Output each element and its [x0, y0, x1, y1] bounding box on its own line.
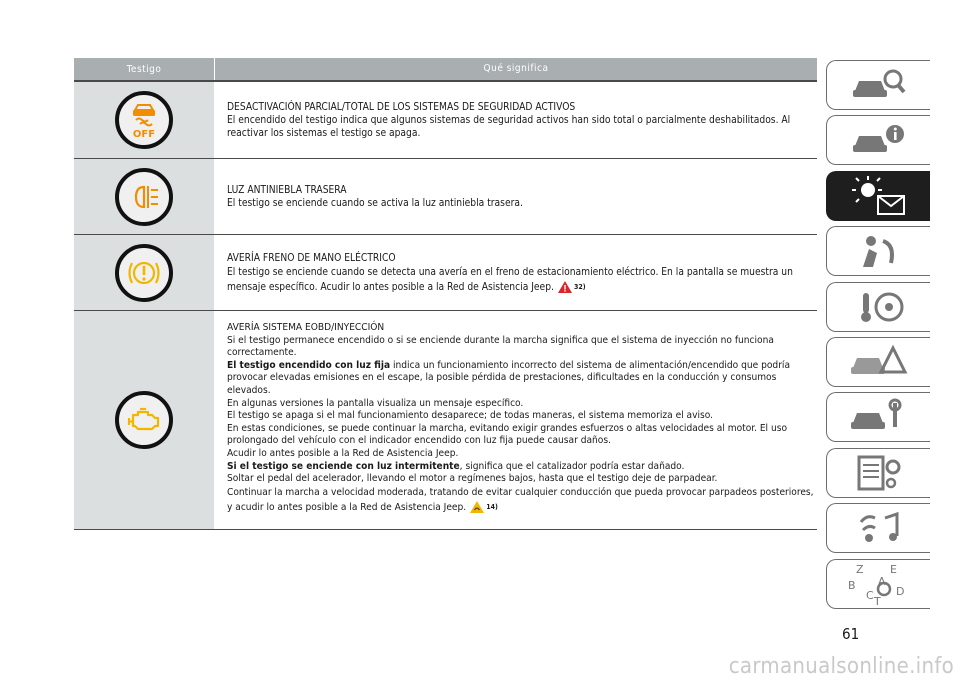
car-warning-triangle-icon — [849, 342, 909, 382]
row-paragraph: El testigo se apaga si el mal funcionamiento desaparece; de todas maneras, el sistema memoriza el aviso. — [227, 410, 714, 422]
tab-technical-data[interactable] — [826, 448, 930, 498]
bold-phrase: Si el testigo se enciende con luz intermitente — [227, 460, 460, 472]
electric-parking-brake-fault-icon — [115, 244, 173, 302]
tab-multimedia[interactable] — [826, 503, 930, 553]
engine-check-icon — [115, 391, 173, 449]
svg-text:E: E — [889, 562, 897, 576]
row-body-text: El testigo se enciende cuando se detecta una avería en el freno de estacionamiento eléctrico. En la pantalla se muestra un mensaje específico. Acudir lo antes posible a la Red de Asistencia Jeep. — [227, 267, 793, 293]
header-testigo: Testigo — [126, 63, 162, 75]
text-cell — [214, 82, 817, 158]
chapter-tabs — [826, 60, 930, 614]
table-row — [74, 235, 817, 311]
row-paragraph-text: , significa que el catalizador podría estar dañado. — [459, 460, 685, 472]
car-wrench-icon — [849, 397, 909, 437]
warning-triangle-icon — [470, 501, 484, 513]
row-body: El encendido del testigo indica que algunos sistemas de seguridad activos han sido total o parcialmente deshabilitados. Al reactivar los sistemas el testigo se apaga. — [227, 115, 791, 139]
table-header — [74, 58, 817, 82]
row-paragraph — [227, 461, 817, 474]
car-info-icon — [849, 120, 909, 160]
row-paragraph: Si el testigo permanece encendido o si se enciende durante la marcha significa que el sistema de inyección no funciona correctamente. — [227, 334, 774, 359]
tab-maintenance[interactable] — [826, 392, 930, 442]
table-row — [74, 159, 817, 235]
svg-text:Z: Z — [855, 562, 864, 576]
alphabet-index-icon — [844, 561, 914, 607]
key-steering-wheel-icon — [849, 287, 909, 327]
row-paragraph — [227, 360, 817, 398]
airbag-person-icon — [849, 231, 909, 271]
tab-starting-driving[interactable] — [826, 282, 930, 332]
text-cell — [214, 311, 817, 529]
row-title: LUZ ANTINIEBLA TRASERA — [227, 185, 347, 196]
tab-safety[interactable] — [826, 226, 930, 276]
icon-cell — [74, 311, 214, 529]
car-search-icon — [849, 65, 909, 105]
svg-text:C: C — [865, 588, 874, 602]
tab-emergency[interactable] — [826, 337, 930, 387]
warning-lights-table — [74, 58, 817, 530]
rear-fog-light-icon — [115, 168, 173, 226]
watermark: carmanualsonline.info — [728, 654, 954, 679]
icon-cell — [74, 235, 214, 310]
tab-car-info[interactable] — [826, 115, 930, 165]
text-cell — [214, 159, 817, 234]
row-paragraph-text: Continuar la marcha a velocidad moderada, tratando de evitar cualquier conducción que pueda provocar parpadeos posteriores, y acudir lo antes posible a la Red de Asistencia Jeep. — [227, 486, 814, 513]
tab-warning-lights[interactable] — [826, 171, 930, 221]
header-que-significa: Qué significa — [214, 58, 817, 80]
text-cell — [214, 235, 817, 310]
esc-off-icon — [115, 91, 173, 149]
svg-text:OFF: OFF — [132, 129, 156, 140]
document-gear-icon — [849, 453, 909, 493]
page-number: 61 — [842, 625, 860, 643]
antenna-music-icon — [849, 508, 909, 548]
icon-cell — [74, 159, 214, 234]
warning-light-message-icon — [844, 174, 914, 218]
row-title: AVERÍA FRENO DE MANO ELÉCTRICO — [227, 253, 396, 264]
reference-note: 32) — [573, 283, 586, 291]
row-title: DESACTIVACIÓN PARCIAL/TOTAL DE LOS SISTEMAS DE SEGURIDAD ACTIVOS — [227, 102, 576, 113]
tab-car-search[interactable] — [826, 60, 930, 110]
row-paragraph: En estas condiciones, se puede continuar la marcha, evitando exigir grandes esfuerzos o altas velocidades al motor. El uso prolongado del vehículo con el indicador encendido con luz fija puede causar daños. — [227, 422, 788, 447]
svg-text:B: B — [847, 578, 856, 592]
svg-text:D: D — [895, 584, 904, 598]
row-paragraph — [227, 486, 817, 515]
warning-triangle-icon — [558, 281, 572, 293]
bold-phrase: El testigo encendido con luz fija — [227, 359, 391, 371]
row-title: AVERÍA SISTEMA EOBD/INYECCIÓN — [227, 322, 385, 333]
row-body — [227, 266, 817, 295]
table-row — [74, 82, 817, 159]
icon-cell — [74, 82, 214, 158]
svg-text:T: T — [873, 594, 881, 607]
row-paragraph-text: indica un funcionamiento incorrecto del sistema de alimentación/encendido que podría provocar elevadas emisiones en el escape, la posible pérdida de prestaciones, dificultades en la conducción y consumos elevados. — [227, 359, 791, 396]
row-paragraph: Acudir lo antes posible a la Red de Asistencia Jeep. — [227, 447, 459, 459]
row-paragraph: En algunas versiones la pantalla visualiza un mensaje específico. — [227, 397, 524, 409]
row-body: El testigo se enciende cuando se activa la luz antiniebla trasera. — [227, 198, 523, 209]
tab-index[interactable] — [826, 559, 930, 609]
row-paragraph: Soltar el pedal del acelerador, llevando el motor a regímenes bajos, hasta que el testigo deje de parpadear. — [227, 473, 718, 485]
reference-note: 14) — [486, 502, 498, 511]
svg-text:A: A — [877, 574, 886, 588]
table-row — [74, 311, 817, 530]
